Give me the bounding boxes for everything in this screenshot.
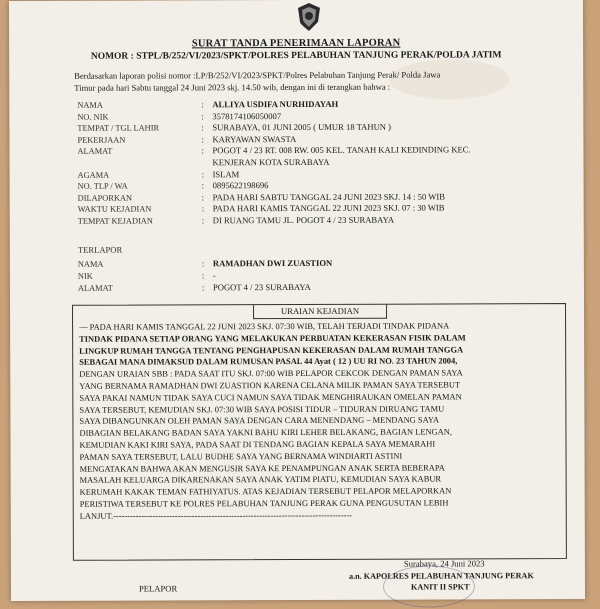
uraian-line: DENGAN URAIAN SBB : PADA SAAT ITU SKJ. 07:00 WIB PELAPOR CEKCOK DENGAN PAMAN SAYA — [79, 367, 559, 380]
field-label: NAMA — [78, 258, 198, 269]
uraian-line: SAYA PAKAI NAMUN TIDAK SAYA CUCI NAMUN SAYA TIDAK MENGHIRAUKAN OMELAN PAMAN — [79, 391, 559, 404]
field-colon: : — [201, 99, 203, 110]
uraian-heading: URAIAN KEJADIAN — [253, 305, 387, 319]
uraian-line: PAMAN SAYA TERSEBUT, LALU BUDHE SAYA YANG BERNAMA WINDIARTI ASTINI — [80, 450, 560, 463]
field-colon: : — [202, 169, 204, 180]
field-value: PADA HARI KAMIS TANGGAL 22 JUNI 2023 SKJ. 07 : 30 WIB — [213, 202, 568, 214]
uraian-line: SAYA TERSEBUT, KEMUDIAN SKJ. 07:30 WIB SAYA POSISI TIDUR – TIDURAN DIRUANG TAMU — [79, 403, 559, 416]
pelapor-details — [9, 0, 583, 1]
field-label: ALAMAT — [77, 146, 197, 157]
intro-line: Berdasarkan laporan polisi nomor :LP/B/252/VI/2023/SPKT/Polres Pelabuhan Tanjung Perak/ Polda Jawa — [74, 68, 564, 82]
signature-city-date: Surabaya, 24 Juni 2023 — [404, 558, 485, 568]
field-value: - — [213, 269, 568, 281]
field-value: KENJERAN KOTA SURABAYA — [213, 156, 568, 168]
field-value: POGOT 4 / 23 SURABAYA — [213, 281, 568, 293]
field-colon: : — [202, 270, 204, 281]
document-page — [9, 0, 585, 601]
field-value: 3578174106050007 — [212, 110, 567, 122]
field-value: RAMADHAN DWI ZUASTION — [213, 257, 568, 269]
field-value: ISLAM — [213, 168, 568, 180]
uraian-line: — PADA HARI KAMIS TANGGAL 22 JUNI 2023 SKJ. 07:30 WIB, TELAH TERJADI TINDAK PIDANA — [79, 320, 559, 333]
document-title: SURAT TANDA PENERIMAAN LAPORAN — [9, 37, 583, 50]
field-label: AGAMA — [78, 169, 198, 180]
field-value: DI RUANG TAMU JL. POGOT 4 / 23 SURABAYA — [213, 214, 568, 226]
field-value: POGOT 4 / 23 RT. 008 RW. 005 KEL. TANAH KALI KEDINDING KEC. — [212, 144, 567, 156]
document-number: NOMOR : STPL/B/252/VI/2023/SPKT/POLRES PELABUHAN TANJUNG PERAK/POLDA JATIM — [9, 50, 583, 62]
intro-line: Timur pada hari Sabtu tanggal 24 Juni 2023 skj. 14.50 wib, dengan ini di terangkan bahwa : — [74, 80, 564, 94]
uraian-line: PERISTIWA TERSEBUT KE POLRES PELABUHAN TANJUNG PERAK GUNA PENGUSUTAN LEBIH — [80, 497, 560, 510]
field-colon: : — [202, 258, 204, 269]
police-emblem-icon — [296, 2, 322, 32]
uraian-line: KEMUDIAN KAKI KIRI SAYA, PADA SAAT DI TENDANG BAGIAN KEPALA SAYA MEMARAHI — [79, 438, 559, 451]
field-colon: : — [201, 134, 203, 145]
uraian-text — [79, 320, 560, 522]
field-label: TEMPAT / TGL LAHIR — [77, 123, 197, 134]
uraian-line: MASALAH KELUARGA DIKARENAKAN SAYA ANAK YATIM PIATU, KEMUDIAN SAYA KABUR — [80, 473, 560, 486]
intro-paragraph — [74, 68, 564, 94]
pelapor-signature-label: PELAPOR — [139, 583, 177, 593]
field-value: SURABAYA, 01 JUNI 2005 ( UMUR 18 TAHUN ) — [212, 121, 567, 133]
uraian-line: SAYA DIBANGUNKAN OLEH PAMAN SAYA DENGAN CARA MENENDANG – MENDANG SAYA — [79, 414, 559, 427]
uraian-line: YANG BERNAMA RAMADHAN DWI ZUASTION KARENA CELANA MILIK PAMAN SAYA TERSEBUT — [79, 379, 559, 392]
field-colon: : — [202, 204, 204, 215]
terlapor-heading: TERLAPOR — [78, 245, 122, 255]
field-value: PADA HARI SABTU TANGGAL 24 JUNI 2023 SKJ. 14 : 50 WIB — [213, 191, 568, 203]
field-label: NO. NIK — [77, 111, 197, 122]
field-value: 0895622198696 — [213, 179, 568, 191]
uraian-line: DIBAGIAN BELAKANG BADAN SAYA YAKNI BAHU KIRI LEHER BELAKANG, BAGIAN LENGAN, — [79, 426, 559, 439]
field-colon: : — [202, 181, 204, 192]
signature-kanit: KANIT II SPKT — [411, 582, 470, 591]
uraian-line: MENGATAKAN BAHWA AKAN MENGUSIR SAYA KE PENAMPUNGAN ANAK SERTA BEBERAPA — [80, 462, 560, 475]
field-colon: : — [202, 282, 204, 293]
field-colon: : — [202, 215, 204, 226]
field-label: PEKERJAAN — [77, 134, 197, 145]
field-value: KARYAWAN SWASTA — [212, 133, 567, 145]
uraian-line: KERUMAH KAKAK TEMAN FATHIYATUS. ATAS KEJADIAN TERSEBUT PELAPOR MELAPORKAN — [80, 485, 560, 498]
field-label: NO. TLP / WA — [78, 181, 198, 192]
terlapor-details — [9, 0, 583, 1]
field-value: ALLIYA USDIFA NURHIDAYAH — [212, 98, 567, 110]
uraian-line: LINGKUP RUMAH TANGGA TENTANG PENGHAPUSAN KEKERASAN DALAM RUMAH TANGGA — [79, 344, 559, 357]
field-colon: : — [201, 111, 203, 122]
uraian-line: LANJUT.------------------------------------------------------------------------------------- — [80, 509, 560, 522]
field-colon: : — [202, 192, 204, 203]
uraian-line: TINDAK PIDANA SETIAP ORANG YANG MELAKUKAN PERBUATAN KEKERASAN FISIK DALAM — [79, 332, 559, 345]
field-label: ALAMAT — [78, 282, 198, 293]
field-label: NIK — [78, 270, 198, 281]
field-label: DILAPORKAN — [78, 192, 198, 203]
field-colon: : — [201, 123, 203, 134]
uraian-line: SEBAGAI MANA DIMAKSUD DALAM RUMUSAN PASAL 44 Ayat ( 12 ) UU RI NO. 23 TAHUN 2004, — [79, 355, 559, 368]
field-label: WAKTU KEJADIAN — [78, 204, 198, 215]
field-colon: : — [201, 146, 203, 157]
field-label: TEMPAT KEJADIAN — [78, 215, 198, 226]
signature-role: a.n. KAPOLRES PELABUHAN TANJUNG PERAK — [349, 571, 534, 581]
uraian-kejadian-box — [72, 303, 567, 561]
field-label: NAMA — [77, 99, 197, 110]
